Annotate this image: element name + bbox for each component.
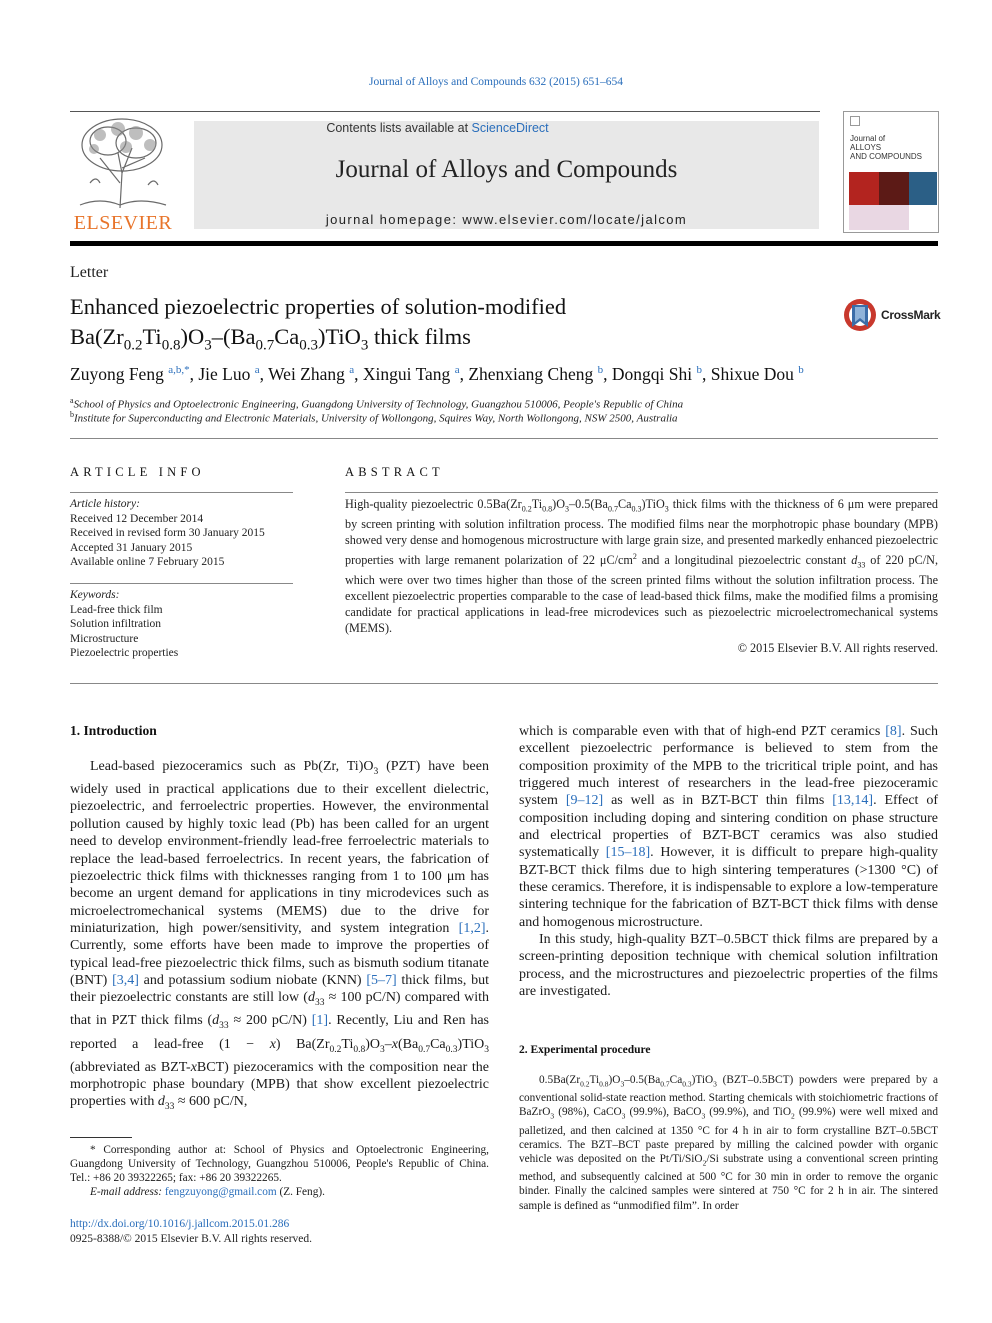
email-suffix: (Z. Feng).	[276, 1186, 325, 1199]
elsevier-logo[interactable]	[70, 113, 176, 235]
author[interactable]: Shixue Dou $^b$	[710, 364, 804, 384]
author[interactable]: Zuyong Feng $^{a,b,*}$	[70, 364, 190, 384]
citation-link[interactable]: [15–18]	[605, 845, 651, 861]
history-item: Received in revised form 30 January 2015	[70, 527, 265, 539]
contents-prefix: Contents lists available at	[326, 121, 472, 135]
elsevier-tree-icon	[70, 113, 176, 213]
cover-color-block-pink	[849, 205, 909, 230]
citation-link[interactable]: [13,14]	[832, 793, 874, 809]
issn-line: 0925-8388/© 2015 Elsevier B.V. All rights reserved.	[70, 1232, 313, 1245]
author[interactable]: Wei Zhang $^a$	[268, 364, 355, 384]
author[interactable]: Dongqi Shi $^b$	[611, 364, 702, 384]
journal-cover-thumbnail[interactable]	[843, 111, 939, 233]
citation-link[interactable]: [8]	[885, 724, 902, 739]
citation-link[interactable]: [3,4]	[112, 972, 139, 988]
homepage-line	[194, 212, 819, 227]
author-list: Zuyong Feng $^{a,b,*}$, Jie Luo $^a$, Wei Zhang $^a$, Xingui Tang $^a$, Zhenxiang Cheng $^b$, Dongqi Shi $^b$, Shixue Dou $^b$	[70, 364, 804, 384]
divider	[70, 583, 293, 584]
history-item: Available online 7 February 2015	[70, 556, 225, 568]
email-line	[70, 1185, 489, 1199]
title-line-1: Enhanced piezoelectric properties of solution-modified	[70, 294, 567, 319]
footnote-rule	[70, 1137, 132, 1138]
affiliation-a: $^a$School of Physics and Optoelectronic Engineering, Guangdong University of Technology, Guangzhou 510006, People's Republic of China	[70, 396, 684, 411]
divider	[70, 683, 938, 684]
experimental-body: $0.5Ba(Zr_{0.2}Ti_{0.8})O_3-0.5(Ba_{0.7}Ca_{0.3})TiO_3$ (BZT–0.5BCT) powders were prepared by a conventional solid-state reaction method. Starting chemicals with stoichiometric fractions of BaZrO$_3$ (98%), CaCO$_3$ (99.9%), BaCO$_3$ (99.9%), and TiO$_2$ (99.9%) were well mixed and palletized, and then calcined at 1350 °C for 4 h in air to form crystalline BZT–0.5BCT ceramics. The BZT–BCT paste prepared by milling the calcined powder with organic vehicle was deposited on the Pt/Ti/SiO$_2$/Si substrate using a conventional screen printing method, and subsequently calcined at 500 °C for 30 min in order to remove the organic binder. Finally the calcined samples were sintered at 750 °C for 2 h in air. The sintered sample is defined as “unmodified film”. In order	[519, 1074, 938, 1212]
journal-title: Journal of Alloys and Compounds	[335, 156, 678, 183]
divider	[345, 492, 938, 493]
citation-link[interactable]: [1,2]	[458, 920, 486, 936]
divider	[70, 492, 293, 493]
homepage-url[interactable]: www.elsevier.com/locate/jalcom	[462, 212, 688, 227]
keywords	[70, 588, 300, 661]
citation-link[interactable]: [9–12]	[565, 793, 604, 809]
corresponding-footnote	[70, 1143, 489, 1199]
citation-link[interactable]: [1]	[311, 1013, 329, 1029]
citation-link[interactable]: [5–7]	[366, 972, 397, 988]
cover-publisher-icon	[850, 116, 860, 126]
abstract-copyright: © 2015 Elsevier B.V. All rights reserved.	[737, 641, 938, 655]
abstract-text: High-quality piezoelectric $0.5Ba(Zr_{0.2}Ti_{0.8})O_3-0.5(Ba_{0.7}Ca_{0.3})TiO_3$ thick films with the thickness of 6 μm were prepared by screen printing with solution infiltration process. The modified films near the morphotropic phase boundary (MPB) showed very dense and homogenous microstructure with large grain size, and presented markedly enhanced piezoelectric properties with large remanent polarization of 22 $\mu C/cm^2$ and a longitudinal piezoelectric constant $d_{33}$ of 220 pC/N, which were over two times higher than those of the screen printed films without the solution infiltration process. The excellent piezoelectric properties comparable to the case of lead-based thick films, make the modified films a promising candidate for practical applications in lead-free microdevices such as piezoelectric microelectromechanical systems (MEMS).	[345, 497, 938, 635]
doi-block	[70, 1217, 312, 1246]
crossmark-badge[interactable]	[843, 297, 943, 335]
article-history	[70, 497, 300, 570]
header-rule	[70, 111, 820, 112]
crossmark-label: CrossMark	[881, 308, 941, 322]
header-thick-rule	[70, 241, 938, 246]
publisher-wordmark: ELSEVIER	[73, 212, 173, 234]
cover-color-block-dark	[879, 172, 909, 205]
keyword[interactable]: Lead-free thick film	[70, 603, 163, 616]
cover-color-block-red	[849, 172, 879, 205]
author[interactable]: Zhenxiang Cheng $^b$	[468, 364, 604, 384]
corresponding-note: * Corresponding author at: School of Physics and Optoelectronic Engineering, Guangdong University of Technology, Guangzhou 510006, People's Republic of China. Tel.: +86 20 39322265; fax: +86 20 39322265.	[70, 1144, 489, 1185]
homepage-prefix: journal homepage:	[325, 212, 463, 227]
keyword[interactable]: Solution infiltration	[70, 618, 162, 630]
article-type: Letter	[70, 264, 109, 281]
affiliation-b: $^b$Institute for Superconducting and Electronic Materials, University of Wollongong, Squires Way, North Wollongong, NSW 2500, Australia	[70, 410, 678, 425]
title-line-2: $Ba(Zr_{0.2}Ti_{0.8})O_3-(Ba_{0.7}Ca_{0.3})TiO_3$ thick films	[70, 324, 471, 354]
author[interactable]: Jie Luo $^a$	[198, 364, 260, 384]
history-label: Article history:	[70, 498, 140, 510]
keywords-label: Keywords:	[70, 589, 120, 601]
introduction-body-left: Lead-based piezoceramics such as Pb(Zr, $Ti)O_3$ (PZT) have been widely used in practical applications due to their excellent dielectric, piezoelectric, and ferroelectric properties. However, the environmental pollution caused by highly toxic lead (Pb) has been called for an urgent need to develop environment-friendly lead-free ferroelectric materials to replace the lead-based ferroelectrics. In recent years, the fabrication of piezoelectric thick films with thicknesses ranging from 1 to 100 μm has become an urgent demand for applications in tiny microdevices such as microelectromechanical systems (MEMS) due to the drive for miniaturization, high power/sensitivity, and system integration [1,2]. Currently, some efforts have been made to improve the properties of typical lead-free piezoelectric thick films, such as bismuth sodium titanate (BNT) [3,4] and potassium sodium niobate (KNN) [5–7] thick films, but their piezoelectric constants are still low ($d_{33} \approx 100$ pC/N) compared with that in PZT thick films ($d_{33} \approx 200$ pC/N) [1]. Recently, Liu and Ren has reported a lead-free (1 − x) $Ba(Zr_{0.2}Ti_{0.8})O_3-x(Ba_{0.7}Ca_{0.3})TiO_3$ (abbreviated as BZT-xBCT) piezoceramics with the composition near the morphotropic phase boundary (MPB) that show excellent piezoelectric properties with $d_{33} \approx 600$ pC/N,	[70, 759, 489, 1113]
keyword[interactable]: Microstructure	[70, 632, 139, 645]
author[interactable]: Xingui Tang $^a$	[362, 364, 460, 384]
contents-line	[194, 121, 681, 135]
article-title	[70, 292, 810, 361]
history-item: Received 12 December 2014	[70, 512, 204, 525]
abstract-heading: ABSTRACT	[345, 465, 444, 479]
history-item: Accepted 31 January 2015	[70, 541, 193, 554]
introduction-body-right: which is comparable even with that of high-end PZT ceramics [8]. Such excellent piezoelectric performance is believed to stem from the composition proximity of the MPB to the tricritical triple point, and has triggered much interest of researchers in the lead-free piezoceramic system [9–12] as well as in BZT-BCT thin films [13,14]. Effect of composition including doping and sintering condition on phase structure and electrical properties of BZT-BCT ceramics was also studied systematically [15–18]. However, it is difficult to prepare high-quality BZT-BCT thick films due to high sintering temperatures (>1300 °C) of these ceramics. Therefore, it is indispensable to explore a low-temperature sintering technique for the fabrication of BZT-BCT thick films with dense and homogenous microstructure. In this study, high-quality BZT–0.5BCT thick films are prepared by a screen-printing deposition technique with chemical solution infiltration process, and the microstructures and piezoelectric properties of the films are investigated.	[519, 724, 939, 1000]
experimental-heading: 2. Experimental procedure	[519, 1044, 651, 1056]
divider	[70, 438, 938, 439]
cover-color-block-blue	[909, 172, 937, 205]
keyword[interactable]: Piezoelectric properties	[70, 647, 179, 659]
email-label: E-mail address:	[90, 1186, 165, 1199]
crossmark-icon	[843, 297, 877, 333]
sciencedirect-link[interactable]: ScienceDirect	[471, 121, 549, 135]
journal-reference[interactable]: Journal of Alloys and Compounds 632 (2015) 651–654	[369, 76, 623, 88]
article-info-heading: ARTICLE INFO	[70, 465, 205, 479]
email-link[interactable]: fengzuyong@gmail.com	[164, 1186, 277, 1199]
introduction-heading: 1. Introduction	[70, 723, 157, 738]
cover-title: Journal of ALLOYS AND COMPOUNDS	[850, 134, 923, 161]
doi-link[interactable]: http://dx.doi.org/10.1016/j.jallcom.2015.01.286	[70, 1218, 290, 1230]
